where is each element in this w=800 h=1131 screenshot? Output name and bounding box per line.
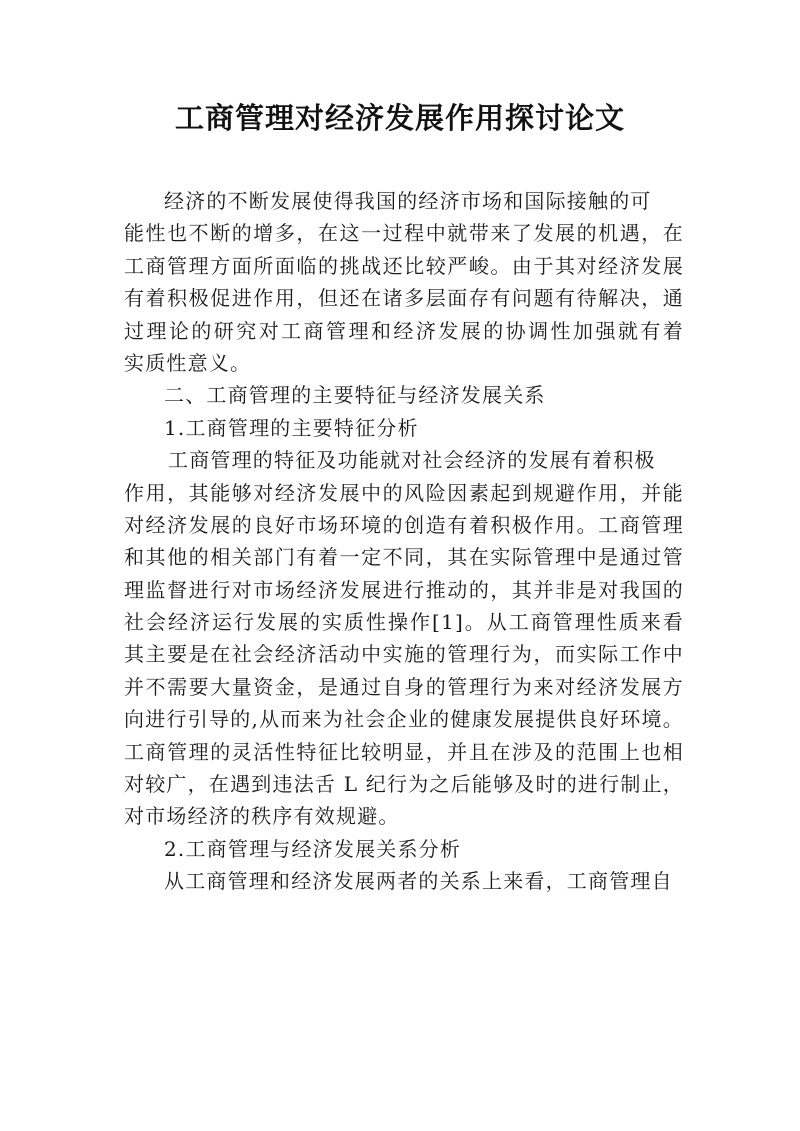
intro-line: 过理论的研究对工商管理和经济发展的协调性加强就有着 [124, 318, 684, 343]
intro-line: 工商管理方面所面临的挑战还比较严峻。由于其对经济发展 [124, 253, 684, 278]
subsection-1-line: 和其他的相关部门有着一定不同，其在实际管理中是通过管 [124, 545, 684, 570]
document-title: 工商管理对经济发展作用探讨论文 [174, 101, 625, 135]
intro-line: 实质性意义。 [124, 350, 252, 375]
subsection-2-line: 从工商管理和经济发展两者的关系上来看，工商管理自 [164, 869, 673, 894]
subsection-1-line: 向进行引导的,从而来为社会企业的健康发展提供良好环境。 [124, 707, 684, 732]
subsection-1-line: 对经济发展的良好市场环境的创造有着积极作用。工商管理 [124, 512, 684, 537]
intro-line: 经济的不断发展使得我国的经济市场和国际接触的可 [164, 189, 652, 213]
subsection-1-line: 社会经济运行发展的实质性操作[1]。从工商管理性质来看 [124, 610, 684, 635]
subsection-1-line: 对较广，在遇到违法舌 L 纪行为之后能够及时的进行制止， [124, 772, 684, 797]
subsection-1-line: 工商管理的灵活性特征比较明显，并且在涉及的范围上也相 [124, 739, 684, 764]
intro-line: 有着积极促进作用，但还在诸多层面存有问题有待解决，通 [124, 286, 684, 311]
subsection-1-line: 作用，其能够对经济发展中的风险因素起到规避作用，并能 [124, 480, 684, 505]
intro-line: 能性也不断的增多，在这一过程中就带来了发展的机遇，在 [124, 221, 684, 246]
subsection-1-line: 理监督进行对市场经济发展进行推动的，其并非是对我国的 [124, 577, 684, 602]
subsection-1-line: 对市场经济的秩序有效规避。 [124, 804, 400, 829]
subsection-1-line: 其主要是在社会经济活动中实施的管理行为，而实际工作中 [124, 642, 684, 667]
subsection-1-line: 并不需要大量资金，是通过自身的管理行为来对经济发展方 [124, 674, 684, 699]
subsection-1-heading: 1.工商管理的主要特征分析 [164, 415, 419, 440]
document-body [124, 185, 684, 898]
subsection-2-heading: 2.工商管理与经济发展关系分析 [164, 836, 462, 861]
subsection-1-line: 工商管理的特征及功能就对社会经济的发展有着积极 [168, 448, 656, 473]
section-heading: 二、工商管理的主要特征与经济发展关系 [164, 383, 546, 408]
